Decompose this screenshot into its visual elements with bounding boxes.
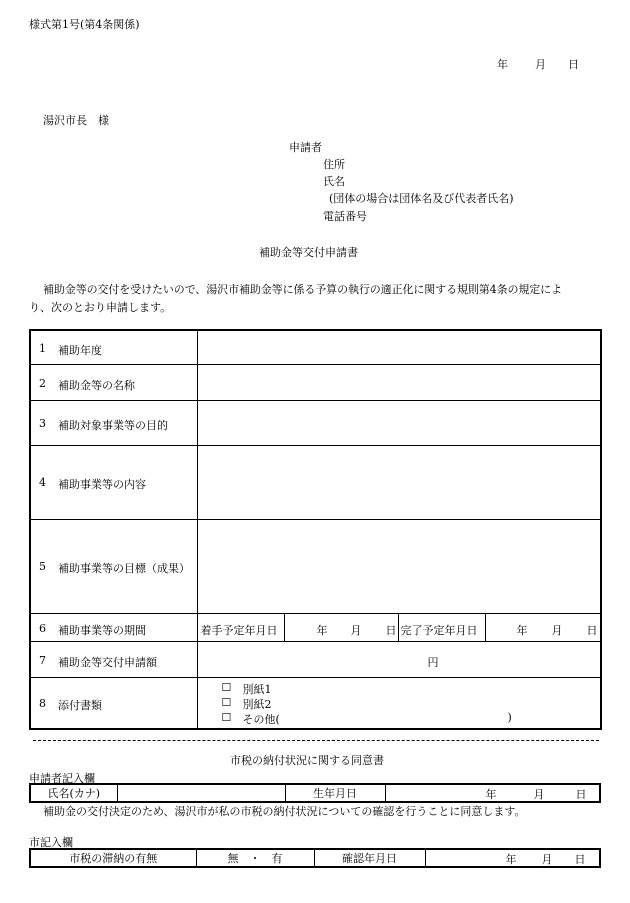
name-kana-label: 氏名(カナ) — [30, 784, 117, 802]
table-row — [30, 364, 601, 400]
city-section-label: 市記入欄 — [29, 836, 73, 849]
amount-unit: 円 — [427, 655, 439, 669]
row-label: 補助年度 — [58, 344, 102, 357]
checkbox-attachment-1[interactable]: ☐ — [221, 680, 232, 694]
end-month: 月 — [551, 623, 563, 637]
date-day: 日 — [568, 58, 579, 71]
confirm-day: 日 — [574, 853, 586, 866]
applicant-consent-table — [29, 783, 601, 803]
city-use-table — [29, 848, 601, 868]
tax-status-label: 市税の滞納の有無 — [30, 849, 196, 867]
attachments-cell — [197, 677, 601, 729]
applicant-title: 申請者 — [289, 141, 322, 154]
row-number: 5 — [39, 559, 46, 573]
row-label-cell — [30, 519, 197, 613]
content-field[interactable] — [197, 445, 601, 519]
tax-status-options[interactable]: 無 ・ 有 — [196, 849, 314, 867]
subsidy-name-field[interactable] — [197, 364, 601, 400]
row-number: 7 — [39, 653, 46, 667]
confirm-month: 月 — [541, 853, 553, 866]
birth-day: 日 — [575, 788, 587, 801]
attachment-2-label: 別紙2 — [242, 697, 272, 711]
start-day: 日 — [385, 623, 397, 637]
table-row — [30, 519, 601, 613]
row-label-cell — [30, 400, 197, 445]
fiscal-year-field[interactable] — [197, 330, 601, 364]
row-number: 8 — [39, 696, 46, 710]
amount-field[interactable] — [197, 641, 601, 677]
row-number: 6 — [39, 621, 46, 635]
end-year: 年 — [516, 623, 528, 637]
applicant-group-note: (団体の場合は団体名及び代表者氏名) — [329, 192, 514, 205]
row-label: 補助対象事業等の目的 — [58, 418, 168, 432]
document-title: 補助金等交付申請書 — [259, 246, 358, 259]
checkbox-attachment-other[interactable]: ☐ — [221, 710, 232, 724]
end-day: 日 — [586, 623, 598, 637]
start-month: 月 — [350, 623, 362, 637]
attachment-other-label: その他( — [242, 712, 280, 726]
row-label: 補助事業等の期間 — [58, 623, 146, 637]
checkbox-attachment-2[interactable]: ☐ — [221, 695, 232, 709]
row-number: 1 — [39, 342, 46, 355]
table-row — [30, 677, 601, 729]
table-row — [30, 400, 601, 445]
row-number: 3 — [39, 416, 46, 430]
start-date-label-cell — [197, 613, 284, 641]
start-year: 年 — [316, 623, 328, 637]
confirm-date-label: 確認年月日 — [314, 849, 425, 867]
end-date-label: 完了予定年月日 — [400, 623, 478, 637]
table-row — [30, 641, 601, 677]
applicant-section-label: 申請者記入欄 — [29, 772, 95, 785]
confirm-year: 年 — [505, 853, 517, 866]
row-label: 補助事業等の目標（成果） — [58, 561, 190, 575]
row-label-cell — [30, 641, 197, 677]
table-row — [30, 445, 601, 519]
date-year: 年 — [497, 58, 508, 71]
confirm-date-field[interactable] — [425, 849, 600, 867]
attachment-other-close: ) — [507, 710, 512, 724]
row-label: 補助金等の名称 — [58, 378, 135, 392]
row-number: 4 — [39, 475, 46, 489]
goal-field[interactable] — [197, 519, 601, 613]
consent-title: 市税の納付状況に関する同意書 — [230, 754, 384, 767]
form-number: 様式第1号(第4条関係) — [29, 18, 140, 31]
purpose-field[interactable] — [197, 400, 601, 445]
body-line-2: り、次のとおり申請します。 — [29, 301, 172, 314]
body-line-1: 補助金等の交付を受けたいので、湯沢市補助金等に係る予算の執行の適正化に関する規則第4条の規定によ — [43, 283, 562, 296]
start-date-label: 着手予定年月日 — [200, 623, 278, 637]
row-label-cell — [30, 613, 197, 641]
row-label-cell — [30, 677, 197, 729]
application-table — [29, 329, 602, 730]
table-row — [30, 613, 601, 641]
birth-date-field[interactable] — [385, 784, 600, 802]
applicant-address-label: 住所 — [323, 158, 345, 171]
row-label-cell — [30, 330, 197, 364]
addressee: 湯沢市長 様 — [43, 114, 109, 127]
attachment-1-label: 別紙1 — [242, 682, 272, 696]
row-label: 補助事業等の内容 — [58, 477, 146, 491]
name-kana-field[interactable] — [117, 784, 285, 802]
start-date-field[interactable] — [284, 613, 398, 641]
consent-statement: 補助金の交付決定のため、湯沢市が私の市税の納付状況についての確認を行うことに同意します。 — [43, 805, 526, 818]
date-month: 月 — [535, 58, 546, 71]
row-label: 添付書類 — [58, 698, 102, 712]
birth-date-label: 生年月日 — [285, 784, 385, 802]
birth-month: 月 — [533, 788, 545, 801]
birth-year: 年 — [485, 788, 497, 801]
cut-line-divider — [33, 740, 599, 741]
row-number: 2 — [39, 376, 46, 390]
row-label: 補助金等交付申請額 — [58, 655, 157, 669]
end-date-field[interactable] — [485, 613, 601, 641]
row-label-cell — [30, 364, 197, 400]
row-label-cell — [30, 445, 197, 519]
applicant-phone-label: 電話番号 — [323, 210, 367, 223]
applicant-name-label: 氏名 — [323, 175, 345, 188]
table-row — [30, 330, 601, 364]
end-date-label-cell — [398, 613, 485, 641]
